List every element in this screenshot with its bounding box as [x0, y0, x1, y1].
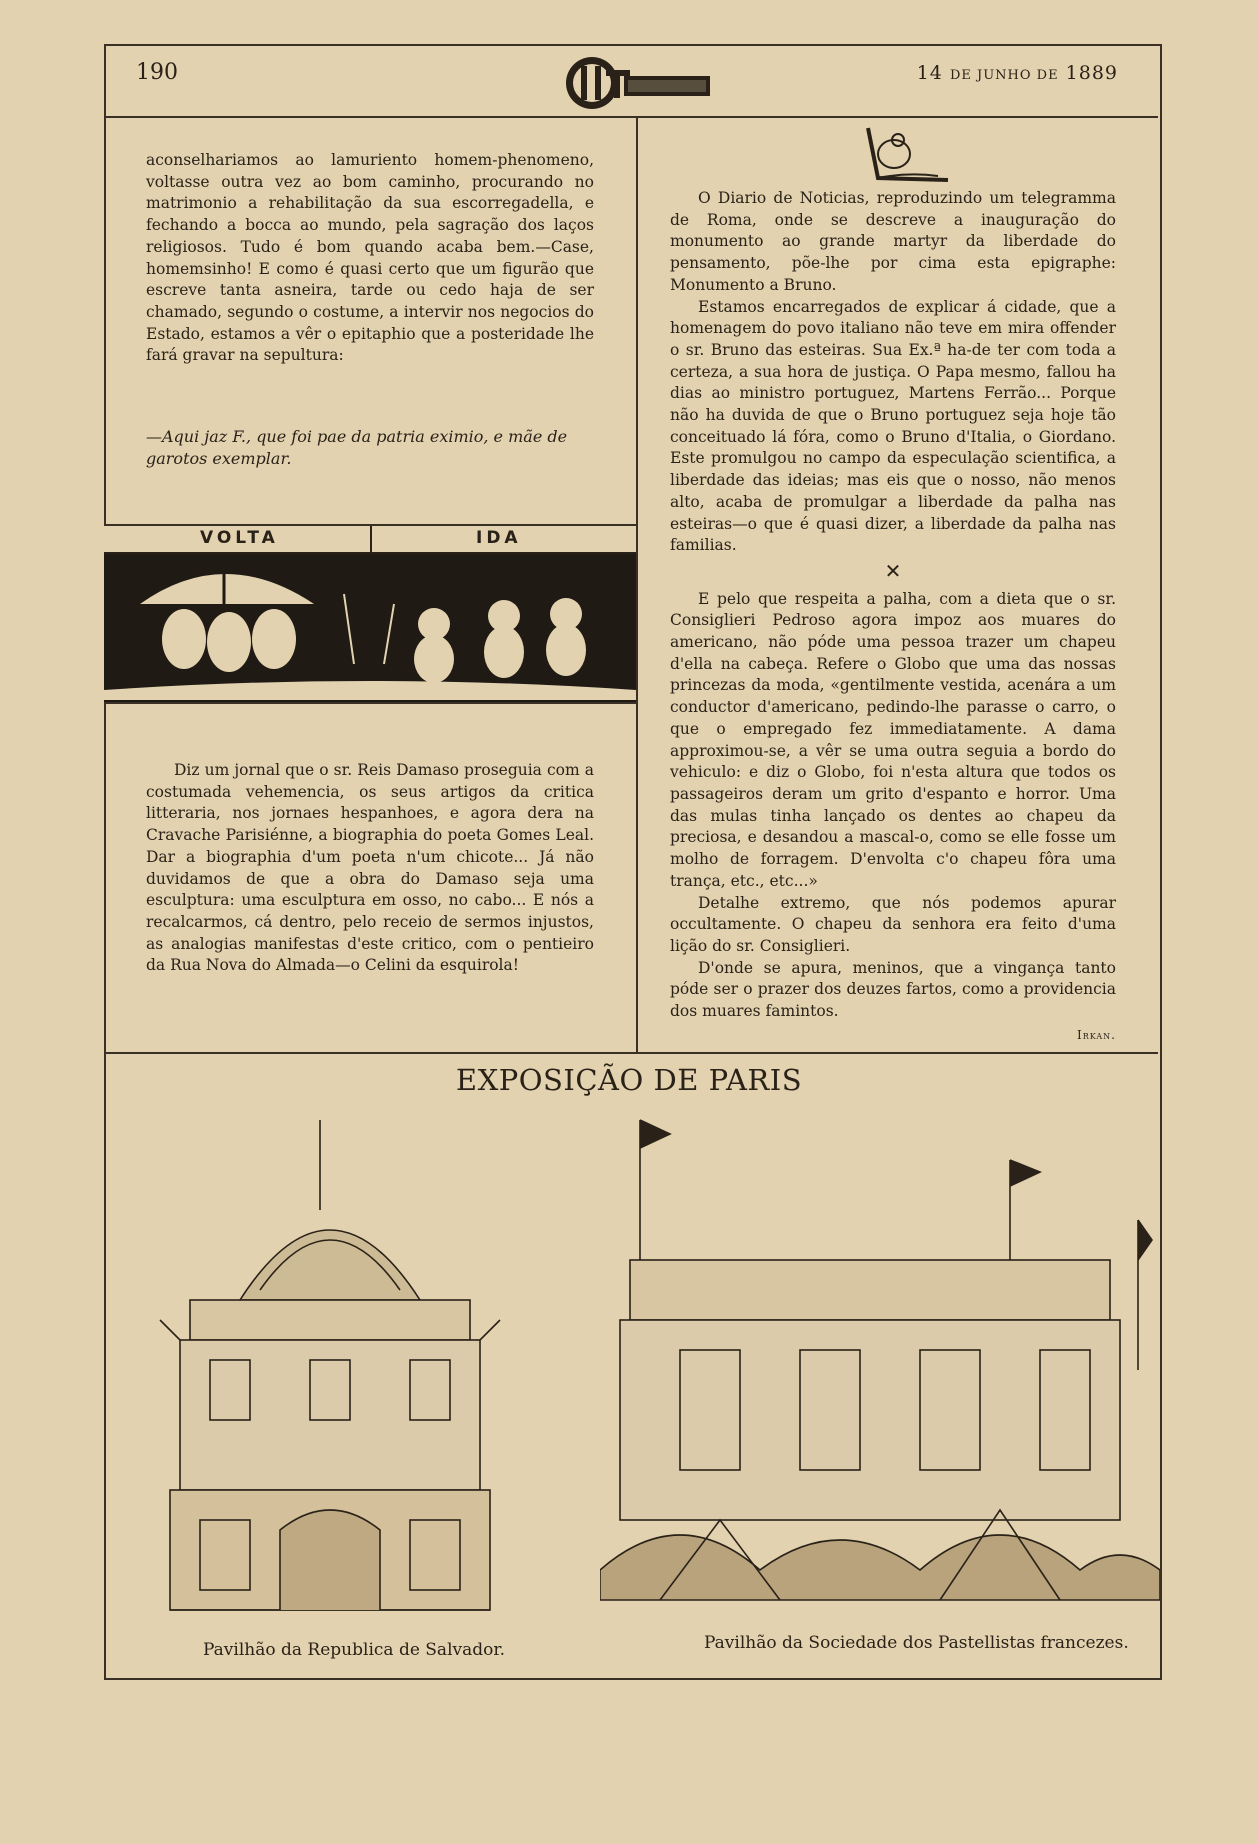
- epitaph: —Aqui jaz F., que foi pae da patria eximio, e mãe de garotos exemplar.: [146, 427, 568, 468]
- cartoon-label-ida: IDA: [476, 528, 522, 548]
- caption-pastellistas-pavilion: Pavilhão da Sociedade dos Pastellistas francezes.: [704, 1633, 1129, 1653]
- cartoon-drawing: [104, 554, 636, 700]
- right-column: [670, 188, 1116, 1046]
- header-rule: [104, 116, 1158, 118]
- masthead-logo: [562, 52, 712, 114]
- date-month: DE JUNHO DE: [949, 68, 1059, 83]
- right-paragraph-3: E pelo que respeita a palha, com a dieta que o sr. Consiglieri Pedroso agora impoz aos muares do americano, não póde uma pessoa trazer um chapeu d'ella na cabeça. Refere o Globo que uma das nossas princezas da moda, «gentilmente vestida, acenára a um conductor d'americano, pedindo-lhe parasse o carro, o que o empregado fez immediatamente. A dama approximou-se, a vêr se uma outra seguia a bordo do vehiculo: e diz o Globo, foi n'esta altura que todos os passageiros deram um grito d'espanto e horror. Uma das mulas tinha lançado os dentes ao chapeu da preciosa, e desandou a mascal-o, como se elle fosse um molho de forragem. D'envolta c'o chapeu fôra uma trança, etc., etc...»: [670, 589, 1116, 890]
- exposition-title: EXPOSIÇÃO DE PARIS: [455, 1063, 803, 1097]
- cartoon-illustration: [104, 524, 636, 704]
- salvador-pavilion-illustration: [130, 1100, 530, 1640]
- left-column-top: [146, 150, 594, 367]
- left-column-bottom: [146, 760, 594, 977]
- date-year: 1889: [1065, 62, 1118, 84]
- initial-letter-illustration: [848, 118, 958, 192]
- cartoon-label-volta: VOLTA: [200, 528, 279, 548]
- caption-salvador-pavilion: Pavilhão da Republica de Salvador.: [203, 1640, 506, 1660]
- right-paragraph-4: Detalhe extremo, que nós podemos apurar occultamente. O chapeu da senhora era feito d'uma lição do sr. Consiglieri.: [670, 893, 1116, 955]
- author-signature: Irkan.: [1076, 1027, 1116, 1042]
- right-paragraph-2: Estamos encarregados de explicar á cidade, que a homenagem do povo italiano não teve em mira offender o sr. Bruno das esteiras. Sua Ex.ª ha-de ter com toda a certeza, a sua hora de justiça. O Papa mesmo, fallou ha dias ao ministro portuguez, Martens Ferrão... Porque não ha duvida de que o Bruno portuguez seja hoje tão conceituado lá fóra, como o Bruno d'Italia, o Giordano. Este promulgou no campo da especulação scientifica, a liberdade das ideias; mas eis que o nosso, não menos alto, acaba de promulgar a liberdade da palha nas esteiras—o que é quasi dizer, a liberdade da palha nas familias.: [670, 297, 1116, 555]
- column-rule: [636, 116, 638, 1052]
- cartoon-label-divider: [370, 526, 372, 552]
- header-date: [917, 62, 1118, 84]
- date-day: 14: [916, 62, 943, 84]
- page-number: 190: [136, 60, 178, 85]
- left-paragraph-1: aconselhariamos ao lamuriento homem-phenomeno, voltasse outra vez ao bom caminho, procurando no matrimonio a rehabilitação da sua escorregadella, e fechando a bocca ao mundo, pela sagração dos laços religiosos. Tudo é bom quando acaba bem.—Case, homemsinho! E como é quasi certo que um figurão que escreve tanta asneira, tarde ou cedo haja de ser chamado, segundo o costume, a intervir nos negocios do Estado, estamos a vêr o epitaphio que a posteridade lhe fará gravar na sepultura:: [146, 151, 594, 365]
- left-paragraph-2: Diz um jornal que o sr. Reis Damaso proseguia com a costumada vehemencia, os seus artigos da critica litteraria, nos jornaes hespanhoes, e agora dera na Cravache Parisiénne, a biographia do poeta Gomes Leal. Dar a biographia d'um poeta n'um chicote... Já não duvidamos de que a obra do Damaso seja uma esculptura: uma esculptura em osso, no cabo... E nós a recalcarmos, cá dentro, pelo receio de sermos injustos, as analogias manifestas d'este critico, com o pentieiro da Rua Nova do Almada—o Celini da esquirola!: [146, 761, 594, 975]
- right-paragraph-1: O Diario de Noticias, reproduzindo um telegramma de Roma, onde se descreve a inauguração do monumento ao grande martyr da liberdade do pensamento, põe-lhe por cima esta epigraphe: Monumento a Bruno.: [670, 189, 1116, 294]
- section-rule: [104, 1052, 1158, 1054]
- section-separator: ✕: [884, 558, 902, 583]
- right-paragraph-5: D'onde se apura, meninos, que a vingança tanto póde ser o prazer dos deuzes fartos, como a providencia dos muares famintos.: [670, 958, 1116, 1021]
- pastellistas-pavilion-illustration: [600, 1100, 1160, 1620]
